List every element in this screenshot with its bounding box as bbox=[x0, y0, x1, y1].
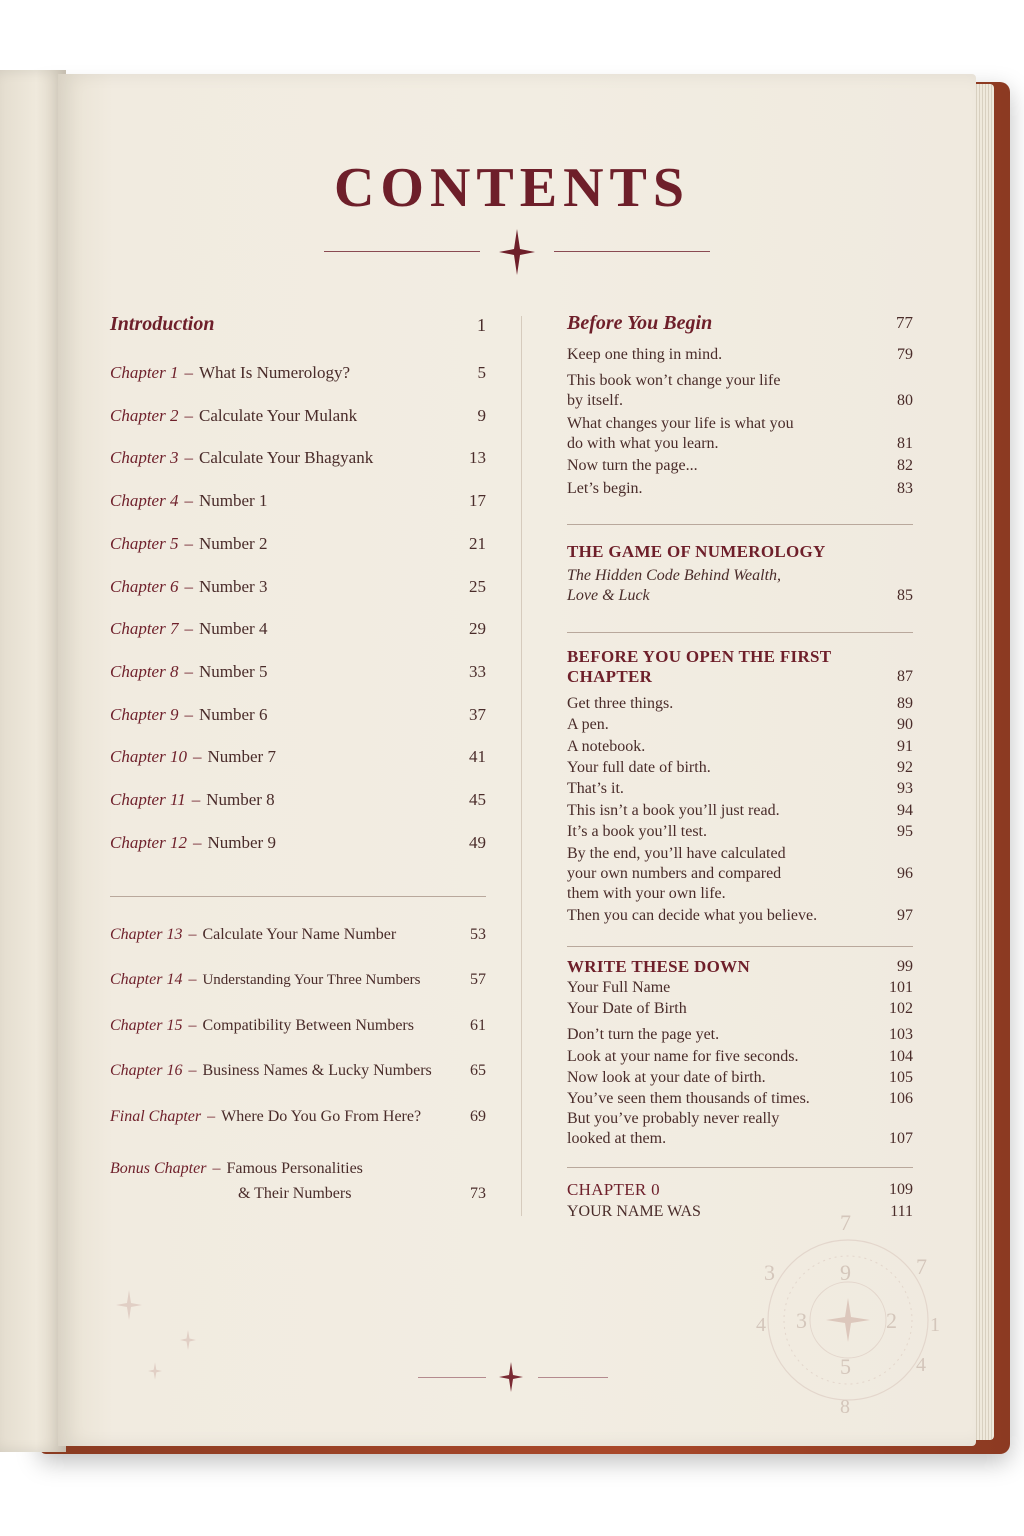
entry-line1: Now turn the page... bbox=[567, 457, 698, 474]
toc-entry[interactable] bbox=[567, 456, 913, 476]
left-separator bbox=[110, 896, 486, 897]
toc-entry-text bbox=[110, 705, 267, 725]
toc-page: 85 bbox=[897, 587, 913, 604]
toc-entry-text bbox=[567, 414, 794, 454]
toc-entry[interactable] bbox=[567, 737, 913, 757]
toc-entry-before-open[interactable] bbox=[567, 647, 913, 687]
toc-entry-chapter[interactable] bbox=[110, 363, 486, 383]
toc-page: 41 bbox=[469, 747, 486, 767]
right-separator-4 bbox=[567, 1167, 913, 1168]
toc-entry[interactable] bbox=[567, 1068, 913, 1088]
toc-page: 29 bbox=[469, 619, 486, 639]
toc-entry-chapter[interactable] bbox=[110, 926, 486, 944]
toc-page: 9 bbox=[477, 405, 486, 425]
toc-title: Number 2 bbox=[198, 533, 268, 553]
section-heading-line1: BEFORE YOU OPEN THE FIRST bbox=[567, 647, 832, 666]
toc-entry-text bbox=[567, 345, 722, 365]
toc-entry[interactable] bbox=[567, 715, 913, 735]
toc-title: Number 1 bbox=[198, 491, 268, 511]
toc-entry-looked[interactable] bbox=[567, 1109, 913, 1149]
toc-entry-before-you-begin[interactable] bbox=[567, 311, 913, 335]
toc-entry-text bbox=[110, 491, 267, 511]
section-heading-line2: CHAPTER bbox=[567, 667, 653, 686]
section-subtitle-line1: The Hidden Code Behind Wealth, bbox=[567, 567, 782, 584]
entry-text: You’ve seen them thousands of times. bbox=[567, 1090, 810, 1107]
toc-label: Chapter 3 bbox=[110, 448, 179, 468]
toc-page: 92 bbox=[897, 758, 913, 776]
toc-page: 96 bbox=[897, 865, 913, 882]
toc-entry-text bbox=[110, 790, 275, 810]
toc-title: Where Do You Go From Here? bbox=[221, 1108, 422, 1125]
entry-line2: do with what you learn. bbox=[567, 435, 719, 452]
toc-entry[interactable] bbox=[567, 801, 913, 821]
toc-entry[interactable] bbox=[567, 978, 913, 998]
toc-entry[interactable] bbox=[567, 414, 913, 454]
toc-entry-write-down[interactable] bbox=[567, 957, 913, 977]
toc-entry[interactable] bbox=[567, 999, 913, 1019]
entry-text: A notebook. bbox=[567, 737, 646, 755]
page-title: CONTENTS bbox=[333, 157, 691, 219]
footer-rule-left bbox=[418, 1377, 486, 1378]
toc-label: Chapter 9 bbox=[110, 704, 179, 724]
toc-title: Number 6 bbox=[198, 704, 268, 724]
toc-label: Chapter 15 bbox=[110, 1017, 183, 1034]
toc-label: Introduction bbox=[110, 313, 215, 335]
dash: – bbox=[188, 971, 197, 988]
toc-page: 1 bbox=[477, 315, 486, 335]
section-subtitle-line2: Love & Luck bbox=[567, 587, 650, 604]
entry-text: Get three things. bbox=[567, 695, 674, 712]
toc-entry-chapter[interactable] bbox=[110, 705, 486, 725]
toc-entry-chapter[interactable] bbox=[110, 406, 486, 426]
toc-entry-bonus[interactable] bbox=[110, 1156, 486, 1206]
toc-title-line1: Famous Personalities bbox=[226, 1160, 363, 1177]
toc-page: 103 bbox=[889, 1026, 913, 1043]
dash: – bbox=[212, 1160, 221, 1177]
toc-entry-chapter[interactable] bbox=[110, 534, 486, 554]
toc-entry-chapter[interactable] bbox=[110, 448, 486, 468]
toc-page: 21 bbox=[469, 533, 486, 553]
toc-entry-chapter[interactable] bbox=[110, 1062, 486, 1080]
toc-page: 91 bbox=[897, 737, 913, 755]
entry-text: Your full date of birth. bbox=[567, 758, 711, 776]
toc-entry[interactable] bbox=[567, 694, 913, 714]
toc-title: Compatibility Between Numbers bbox=[202, 1017, 414, 1034]
dash: – bbox=[188, 1017, 197, 1034]
toc-entry[interactable] bbox=[567, 1047, 913, 1067]
dial-number: 7 bbox=[840, 1210, 851, 1235]
toc-entry-decide[interactable] bbox=[567, 906, 913, 926]
toc-entry-chapter[interactable] bbox=[110, 971, 486, 989]
toc-label: Chapter 4 bbox=[110, 491, 179, 511]
dash: – bbox=[184, 491, 193, 511]
toc-entry-text bbox=[110, 1017, 414, 1035]
dash: – bbox=[188, 1062, 197, 1079]
toc-label: Chapter 10 bbox=[110, 747, 187, 767]
dash: – bbox=[184, 576, 193, 596]
toc-label: Bonus Chapter bbox=[110, 1160, 207, 1177]
toc-entry[interactable] bbox=[567, 758, 913, 778]
sparkle-icon bbox=[116, 1290, 142, 1320]
toc-entry-text bbox=[110, 833, 276, 853]
entry-line2: by itself. bbox=[567, 392, 623, 409]
toc-entry-chapter[interactable] bbox=[110, 491, 486, 511]
toc-label: Chapter 1 bbox=[110, 363, 179, 382]
toc-title: Calculate Your Bhagyank bbox=[198, 448, 374, 468]
column-divider bbox=[521, 316, 522, 1216]
dial-number: 5 bbox=[840, 1354, 851, 1379]
toc-page: 97 bbox=[897, 907, 913, 924]
toc-page: 83 bbox=[897, 480, 913, 497]
toc-title: Number 7 bbox=[207, 747, 276, 767]
toc-entry-text bbox=[110, 619, 267, 639]
toc-label: Chapter 11 bbox=[110, 790, 186, 809]
entry-line1: What changes your life is what you bbox=[567, 415, 794, 432]
dash: – bbox=[184, 363, 193, 382]
toc-entry[interactable] bbox=[567, 345, 913, 365]
title-rule-right bbox=[554, 251, 710, 252]
toc-page: 73 bbox=[470, 1185, 486, 1202]
toc-page: 89 bbox=[897, 695, 913, 712]
toc-title: Calculate Your Name Number bbox=[202, 926, 397, 943]
toc-page: 25 bbox=[469, 576, 486, 596]
toc-entry-text bbox=[110, 926, 396, 944]
dash: – bbox=[184, 448, 193, 468]
toc-page: 45 bbox=[469, 790, 486, 809]
toc-entry[interactable] bbox=[567, 779, 913, 799]
toc-page: 107 bbox=[889, 1130, 913, 1147]
toc-page: 111 bbox=[890, 1203, 913, 1220]
toc-title: Number 4 bbox=[198, 619, 268, 639]
toc-label: Chapter 13 bbox=[110, 926, 183, 943]
toc-page: 95 bbox=[897, 822, 913, 840]
dial-icon bbox=[758, 1210, 948, 1420]
toc-entry-introduction[interactable] bbox=[110, 313, 486, 336]
toc-entry-text bbox=[567, 456, 698, 476]
dial-number: 9 bbox=[840, 1260, 851, 1285]
toc-page: 61 bbox=[470, 1017, 486, 1034]
toc-title: Number 9 bbox=[207, 832, 276, 852]
toc-page: 37 bbox=[469, 704, 486, 724]
toc-page: 102 bbox=[889, 1000, 913, 1017]
dash: – bbox=[184, 704, 193, 724]
entry-text: Look at your name for five seconds. bbox=[567, 1048, 799, 1065]
title-star-icon bbox=[499, 229, 535, 275]
toc-label: Chapter 2 bbox=[110, 405, 179, 425]
toc-entry-text bbox=[110, 747, 276, 767]
toc-page: 82 bbox=[897, 457, 913, 474]
toc-title: Understanding Your Three Numbers bbox=[202, 972, 421, 988]
entry-line1: Keep one thing in mind. bbox=[567, 346, 723, 363]
dash: – bbox=[207, 1108, 216, 1125]
numerology-dial bbox=[758, 1210, 948, 1420]
left-page-edge bbox=[0, 70, 66, 1452]
toc-entry-text bbox=[110, 448, 373, 468]
entry-text: It’s a book you’ll test. bbox=[567, 822, 707, 840]
dash: – bbox=[184, 661, 193, 681]
entry-line1: Let’s begin. bbox=[567, 480, 643, 497]
toc-page: 5 bbox=[477, 363, 486, 382]
sparkle-icon bbox=[148, 1362, 162, 1380]
toc-entry-text bbox=[110, 363, 350, 383]
toc-label: Chapter 12 bbox=[110, 832, 187, 852]
dash: – bbox=[192, 832, 202, 852]
entry-line3: them with your own life. bbox=[567, 885, 726, 902]
toc-label: Chapter 6 bbox=[110, 576, 179, 596]
toc-page: 94 bbox=[897, 801, 913, 819]
toc-title: Number 3 bbox=[198, 576, 268, 596]
toc-page: 104 bbox=[889, 1048, 913, 1065]
dial-number: 3 bbox=[796, 1308, 807, 1333]
toc-title: Business Names & Lucky Numbers bbox=[202, 1062, 432, 1079]
dial-number: 2 bbox=[886, 1308, 897, 1333]
entry-line1: This book won’t change your life bbox=[567, 372, 781, 389]
dash: – bbox=[184, 405, 193, 425]
dash: – bbox=[188, 926, 197, 943]
entry-line2: looked at them. bbox=[567, 1130, 667, 1147]
toc-entry-text bbox=[110, 406, 357, 426]
section-heading: WRITE THESE DOWN bbox=[567, 957, 751, 976]
entry-text: A pen. bbox=[567, 716, 609, 734]
toc-page: 101 bbox=[889, 979, 913, 996]
entry-text: This isn’t a book you’ll just read. bbox=[567, 801, 780, 819]
toc-entry-text bbox=[110, 534, 267, 554]
section-heading: THE GAME OF NUMEROLOGY bbox=[567, 542, 826, 561]
toc-page: 49 bbox=[469, 832, 486, 852]
toc-page: 65 bbox=[470, 1062, 486, 1079]
footer-rule-right bbox=[538, 1377, 608, 1378]
footer-star-icon bbox=[499, 1362, 523, 1392]
toc-page: 80 bbox=[897, 392, 913, 409]
toc-entry-text bbox=[110, 1062, 432, 1080]
toc-entry-chapter[interactable] bbox=[110, 833, 486, 853]
toc-entry-chapter[interactable] bbox=[110, 1108, 486, 1126]
right-separator-1 bbox=[567, 524, 913, 525]
toc-entry-text bbox=[110, 577, 267, 597]
dial-number: 3 bbox=[764, 1260, 775, 1285]
entry-text: That’s it. bbox=[567, 780, 624, 798]
entry-text: YOUR NAME WAS bbox=[567, 1203, 701, 1220]
section-heading: Before You Begin bbox=[567, 312, 713, 334]
toc-entry-chapter[interactable] bbox=[110, 1017, 486, 1035]
section-heading: CHAPTER 0 bbox=[567, 1180, 660, 1199]
toc-entry[interactable] bbox=[567, 1025, 913, 1045]
dash: – bbox=[192, 747, 202, 767]
toc-entry-chapter[interactable] bbox=[110, 747, 486, 767]
toc-entry-text bbox=[110, 971, 420, 989]
toc-page: 13 bbox=[469, 448, 486, 468]
dial-number: 7 bbox=[916, 1254, 927, 1279]
toc-entry-chapter[interactable] bbox=[110, 662, 486, 682]
toc-page: 57 bbox=[470, 971, 486, 988]
toc-page: 87 bbox=[897, 668, 913, 685]
right-separator-3 bbox=[567, 946, 913, 947]
entry-line1: But you’ve probably never really bbox=[567, 1110, 780, 1127]
toc-page: 90 bbox=[897, 716, 913, 734]
toc-entry-text bbox=[110, 662, 267, 682]
entry-line2: your own numbers and compared bbox=[567, 865, 782, 882]
title-rule-left bbox=[324, 251, 480, 252]
toc-title: Number 5 bbox=[198, 661, 268, 681]
dial-number: 1 bbox=[930, 1314, 940, 1336]
toc-page: 69 bbox=[470, 1108, 486, 1125]
toc-entry-chapter[interactable] bbox=[110, 790, 486, 810]
toc-title: Number 8 bbox=[206, 790, 275, 809]
toc-entry[interactable] bbox=[567, 479, 913, 499]
toc-title: What Is Numerology? bbox=[198, 363, 351, 382]
sparkle-icon bbox=[180, 1330, 196, 1350]
toc-entry[interactable] bbox=[567, 1089, 913, 1109]
toc-entry-chapter[interactable] bbox=[110, 619, 486, 639]
toc-label: Final Chapter bbox=[110, 1108, 202, 1125]
entry-text: Don’t turn the page yet. bbox=[567, 1026, 720, 1043]
dash: – bbox=[184, 533, 193, 553]
toc-entry-text bbox=[567, 479, 643, 499]
toc-entry-text bbox=[567, 371, 780, 411]
toc-label: Chapter 14 bbox=[110, 971, 183, 988]
toc-entry-game[interactable] bbox=[567, 542, 913, 606]
toc-title: Calculate Your Mulank bbox=[198, 405, 358, 425]
dial-number: 8 bbox=[840, 1396, 850, 1418]
toc-title-line2: & Their Numbers bbox=[238, 1185, 352, 1202]
toc-entry[interactable] bbox=[567, 822, 913, 842]
dash: – bbox=[191, 790, 201, 809]
toc-page: 106 bbox=[889, 1090, 913, 1107]
toc-page: 17 bbox=[469, 491, 486, 511]
toc-page: 93 bbox=[897, 780, 913, 798]
entry-line1: By the end, you’ll have calculated bbox=[567, 845, 786, 862]
toc-entry[interactable] bbox=[567, 371, 913, 411]
entry-text: Your Date of Birth bbox=[567, 1000, 687, 1017]
entry-text: Now look at your date of birth. bbox=[567, 1069, 766, 1086]
toc-entry-text bbox=[110, 1108, 421, 1126]
dash: – bbox=[184, 619, 193, 639]
toc-page: 81 bbox=[897, 435, 913, 452]
entry-text: Then you can decide what you believe. bbox=[567, 907, 818, 924]
dial-number: 4 bbox=[756, 1314, 766, 1336]
toc-label: Chapter 5 bbox=[110, 533, 179, 553]
toc-page: 79 bbox=[897, 346, 913, 363]
toc-entry-chapter0[interactable] bbox=[567, 1180, 913, 1200]
toc-label: Chapter 8 bbox=[110, 661, 179, 681]
toc-page: 109 bbox=[889, 1181, 913, 1198]
entry-text: Your Full Name bbox=[567, 979, 671, 996]
toc-label: Chapter 7 bbox=[110, 619, 179, 639]
toc-page: 77 bbox=[896, 313, 913, 332]
right-separator-2 bbox=[567, 632, 913, 633]
dial-number: 4 bbox=[916, 1354, 926, 1376]
toc-entry-long[interactable] bbox=[567, 844, 913, 904]
toc-page: 53 bbox=[470, 926, 486, 943]
toc-page: 33 bbox=[469, 661, 486, 681]
toc-entry-chapter[interactable] bbox=[110, 577, 486, 597]
toc-page: 99 bbox=[897, 958, 913, 975]
toc-page: 105 bbox=[889, 1069, 913, 1086]
toc-label: Chapter 16 bbox=[110, 1062, 183, 1079]
